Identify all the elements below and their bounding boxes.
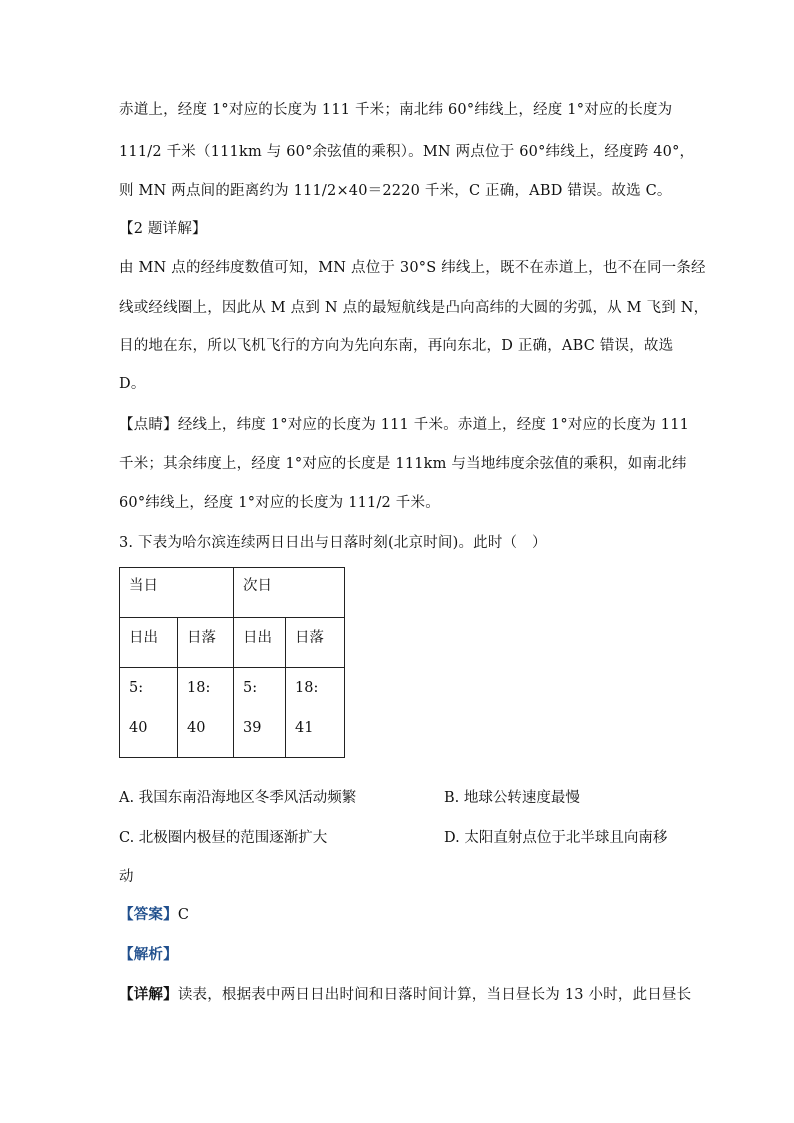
detail-line [119,985,691,1005]
table-cell-value [286,668,345,758]
answer-value: C [177,907,190,923]
tip-line1 [119,415,689,435]
tip-line2: 千米；其余纬度上，经度 1°对应的长度是 111km 与当地纬度余弦值的乘积，如南北纬 [119,456,687,472]
analysis-heading: 【解析】 [119,946,178,963]
option-d[interactable]: D. 太阳直射点位于北半球且向南移 [444,830,668,846]
paragraph1-line2: 111/2 千米（111km 与 60°余弦值的乘积）。MN 两点位于 60°纬线上，经度跨 40°， [119,144,695,160]
question3-stem: 3. 下表为哈尔滨连续两日日出与日落时刻(北京时间)。此时（ ） [119,535,547,551]
option-a[interactable]: A. 我国东南沿海地区冬季风活动频繁 [119,790,357,806]
paragraph2-line3: 目的地在东，所以飞机飞行的方向为先向东南，再向东北，D 正确，ABC 错误，故选 [119,338,674,354]
value-part: 5: [129,680,144,696]
value-part: 18: [187,680,211,696]
table-cell-sunrise-day1: 日出 [120,618,178,668]
value-part: 40 [129,720,148,736]
tip-text-line1: 经线上，纬度 1°对应的长度为 111 千米。赤道上，经度 1°对应的长度为 111 [177,417,690,433]
table-cell-day1: 当日 [120,568,234,618]
option-d-continuation: 动 [119,869,134,885]
paragraph1-line1: 赤道上，经度 1°对应的长度为 111 千米；南北纬 60°纬线上，经度 1°对应的长度为 [119,102,673,118]
paragraph1-line3: 则 MN 两点间的距离约为 111/2×40＝2220 千米，C 正确，ABD 错误。故选 C。 [119,183,672,199]
answer-line [119,905,189,925]
tip-label: 【点睛】 [119,417,178,433]
sunrise-sunset-table [119,567,345,758]
value-part: 5: [243,680,258,696]
table-row [120,668,345,758]
table-cell-sunset-day1: 日落 [178,618,234,668]
option-c[interactable]: C. 北极圈内极昼的范围逐渐扩大 [119,830,328,846]
tip-line3: 60°纬线上，经度 1°对应的长度为 111/2 千米。 [119,495,440,511]
table-cell-day2: 次日 [234,568,345,618]
table-cell-value [178,668,234,758]
detail-text: 读表，根据表中两日日出时间和日落时间计算，当日昼长为 13 小时，此日昼长 [177,987,692,1003]
table-cell-sunset-day2: 日落 [286,618,345,668]
value-part: 39 [243,720,262,736]
paragraph2-line2: 线或经线圈上，因此从 M 点到 N 点的最短航线是凸向高纬的大圆的劣弧，从 M 飞到 N， [119,300,709,316]
table-subheader-row [120,618,345,668]
q2-detail-heading: 【2 题详解】 [119,221,207,237]
answer-label: 【答案】 [119,906,178,923]
option-b[interactable]: B. 地球公转速度最慢 [444,790,580,806]
value-part: 40 [187,720,206,736]
detail-label: 【详解】 [119,986,178,1003]
table-cell-value [120,668,178,758]
paragraph2-line1: 由 MN 点的经纬度数值可知，MN 点位于 30°S 纬线上，既不在赤道上，也不在同一条经 [119,260,706,276]
table-cell-value [234,668,286,758]
value-part: 41 [295,720,314,736]
table-header-row [120,568,345,618]
value-part: 18: [295,680,319,696]
paragraph2-line4: D。 [119,376,146,392]
table-cell-sunrise-day2: 日出 [234,618,286,668]
